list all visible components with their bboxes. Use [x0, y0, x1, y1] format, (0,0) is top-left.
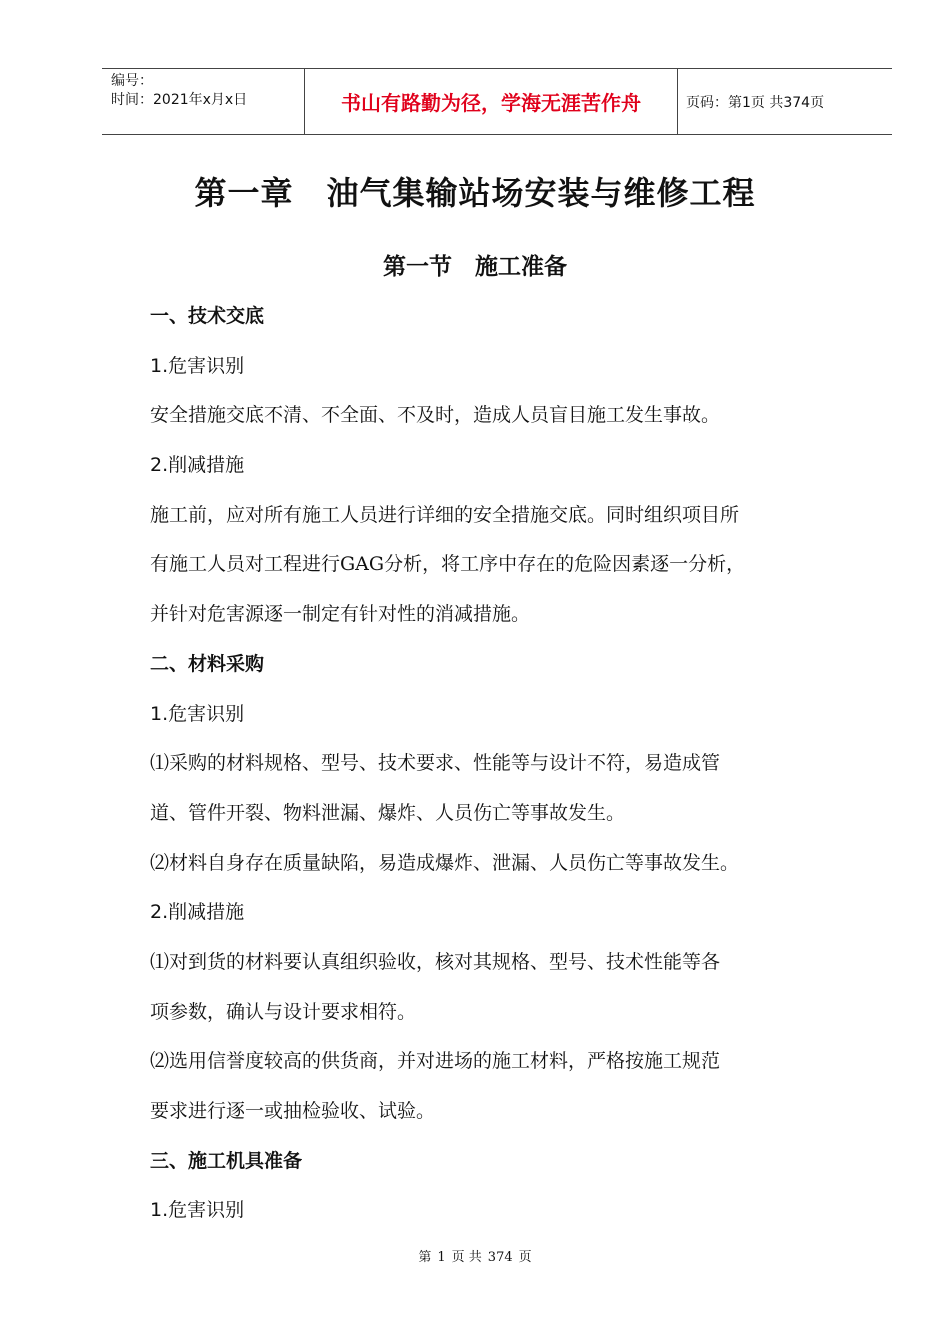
header-page-info: 页码：第1页 共374页 [686, 94, 825, 111]
time-label: 时间：2021年x月x日 [111, 92, 248, 108]
subheading: 2.削减措施 [150, 901, 245, 924]
paragraph-line: 项参数，确认与设计要求相符。 [150, 1000, 417, 1023]
paragraph-line: 有施工人员对工程进行GAG分析，将工序中存在的危险因素逐一分析， [150, 553, 746, 576]
subheading: 1.危害识别 [150, 1199, 245, 1222]
footer-mid: 页 共 [451, 1250, 482, 1265]
paragraph-line: ⑴采购的材料规格、型号、技术要求、性能等与设计不符，易造成管 [150, 752, 721, 775]
subheading: 2.削减措施 [150, 454, 245, 477]
document-body [150, 292, 850, 1236]
header-meta [102, 69, 304, 134]
footer-total-pages: 374 [487, 1250, 513, 1265]
subheading: 1.危害识别 [150, 702, 245, 725]
subheading: 1.危害识别 [150, 354, 245, 377]
header-motto: 书山有路勤为径，学海无涯苦作舟 [304, 69, 678, 134]
paragraph-line: 并针对危害源逐一制定有针对性的消减措施。 [150, 603, 531, 626]
paragraph-line: ⑵材料自身存在质量缺陷，易造成爆炸、泄漏、人员伤亡等事故发生。 [150, 851, 740, 874]
heading-2: 二、材料采购 [150, 652, 265, 675]
paragraph-line: 道、管件开裂、物料泄漏、爆炸、人员伤亡等事故发生。 [150, 801, 626, 824]
paragraph-line: 安全措施交底不清、不全面、不及时，造成人员盲目施工发生事故。 [150, 404, 721, 427]
heading-1: 一、技术交底 [150, 305, 265, 327]
paragraph-line: ⑴对到货的材料要认真组织验收，核对其规格、型号、技术性能等各 [150, 950, 721, 973]
footer-suffix: 页 [518, 1250, 532, 1265]
paragraph-line: 施工前，应对所有施工人员进行详细的安全措施交底。同时组织项目所 [150, 503, 740, 526]
paragraph-line: 要求进行逐一或抽检验收、试验。 [150, 1100, 436, 1122]
number-label: 编号： [111, 73, 153, 89]
footer-prefix: 第 [418, 1250, 432, 1265]
heading-3: 三、施工机具准备 [150, 1149, 303, 1172]
paragraph-line: ⑵选用信誉度较高的供货商，并对进场的施工材料，严格按施工规范 [150, 1050, 721, 1073]
footer-current-page: 1 [437, 1250, 446, 1265]
page-footer [0, 1246, 950, 1265]
chapter-title: 第一章 油气集输站场安装与维修工程 [194, 174, 756, 212]
page-header [102, 68, 892, 135]
section-title: 第一节 施工准备 [383, 254, 567, 280]
